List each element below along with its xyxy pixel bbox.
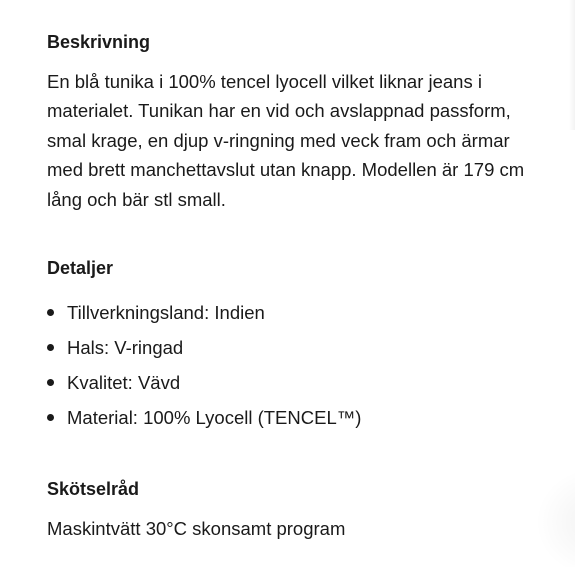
care-text: Maskintvätt 30°C skonsamt program bbox=[47, 518, 346, 540]
details-item-country bbox=[47, 295, 547, 330]
details-item-neck bbox=[47, 330, 547, 365]
details-list bbox=[47, 295, 547, 435]
details-item-value: 100% Lyocell (TENCEL™) bbox=[143, 407, 362, 429]
details-item-material bbox=[47, 400, 547, 435]
care-section bbox=[47, 477, 547, 543]
details-item-label: Kvalitet: bbox=[67, 372, 133, 394]
details-item-label: Tillverkningsland: bbox=[67, 302, 210, 324]
product-info bbox=[47, 30, 547, 543]
details-item-label: Material: bbox=[67, 407, 138, 429]
details-item-label: Hals: bbox=[67, 337, 110, 359]
corner-shade bbox=[535, 467, 575, 567]
description-section bbox=[47, 30, 547, 214]
scroll-edge bbox=[569, 0, 575, 130]
details-item-quality bbox=[47, 365, 547, 400]
bullet-icon bbox=[47, 344, 54, 351]
details-section bbox=[47, 256, 547, 435]
description-heading: Beskrivning bbox=[47, 32, 151, 52]
bullet-icon bbox=[47, 414, 54, 421]
care-heading: Skötselråd bbox=[47, 479, 140, 500]
bullet-icon bbox=[47, 379, 54, 386]
description-text: En blå tunika i 100% tencel lyocell vilket liknar jeans i materialet. Tunikan har en vid och avslappnad passform, smal krage, en djup v-ringning med veck fram och ärmar med brett manchettavslut utan knapp. Modellen är 179 cm lång och bär stl small. bbox=[47, 71, 525, 210]
details-item-value: V-ringad bbox=[114, 337, 184, 359]
bullet-icon bbox=[47, 309, 54, 316]
details-heading: Detaljer bbox=[47, 258, 114, 279]
details-item-value: Indien bbox=[214, 302, 265, 324]
details-item-value: Vävd bbox=[137, 372, 181, 394]
